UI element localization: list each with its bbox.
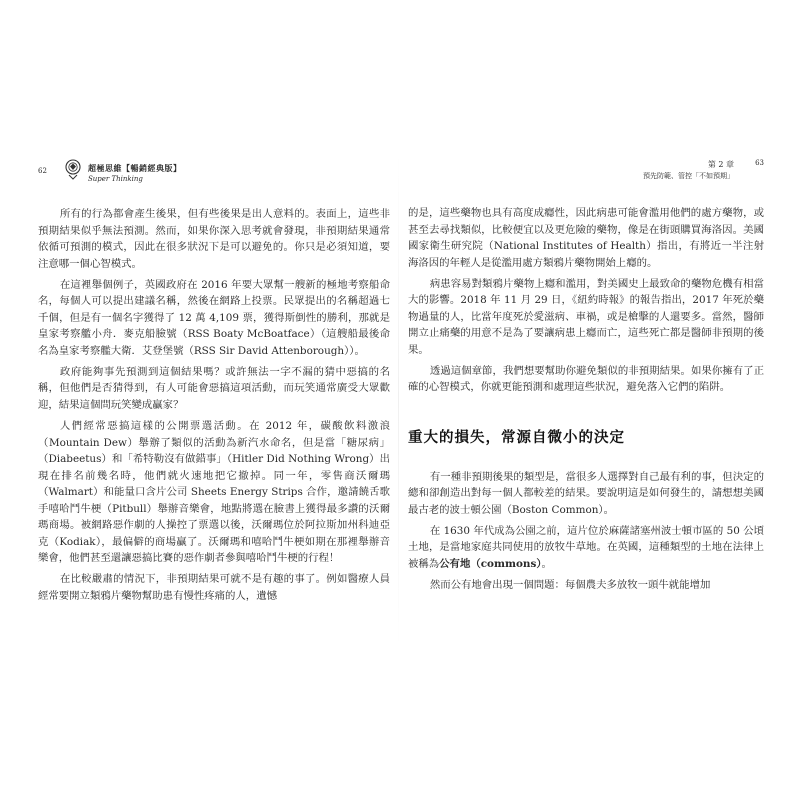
book-subtitle: Super Thinking [88, 175, 143, 183]
right-body-text [408, 205, 764, 598]
paragraph: 在比較嚴肅的情況下，非預期結果可就不是有趣的事了。例如醫療人員經常要開立類鴉片藥物幫助患有慢性疼痛的人，遺憾 [38, 573, 390, 603]
left-page-number: 62 [38, 167, 47, 175]
paragraph: 有一種非預期後果的類型是，當很多人選擇對自己最有利的事，但決定的總和卻創造出對每一個人都較差的結果。要說明這是如何發生的，請想想美國最古老的波士頓公園（Boston Common）。 [408, 470, 764, 516]
book-title: 超極思維【暢銷經典版】 [88, 163, 182, 173]
chapter-label: 第 2 章 [707, 160, 734, 169]
paragraph [408, 523, 764, 573]
right-page [408, 150, 764, 660]
section-heading: 重大的損失，常源自微小的決定 [408, 430, 625, 447]
term-suffix: 。 [541, 557, 552, 570]
right-page-number: 63 [755, 159, 764, 167]
paragraph: 在這裡舉個例子，英國政府在 2016 年要大眾幫一艘新的極地考察船命名，每個人可以提出建議名稱，然後在網路上投票。民眾提出的名稱超過七千個，但是有一個名字獲得了 12 萬 4,109 票，獲得斯倒性的勝利，那就是皇家考察艦小舟．麥克船臉號（RSS Boaty McBoatface）（這艘船最後命名為皇家考察艦大衛．艾登堡號（RSS Sir David Attenborough））。 [38, 278, 390, 357]
left-body-text [38, 206, 390, 609]
paragraph: 透過這個章節，我們想要幫助你避免類似的非預期結果。如果你擁有了正確的心智模式，你就更能預測和處理這些狀況，避免落入它們的陷阱。 [408, 364, 764, 394]
paragraph: 人們經常惡搞這樣的公開票選活動。在 2012 年，碳酸飲料激浪（Mountain Dew）舉辦了類似的活動為新汽水命名，但是當「糖尿病」（Diabeetus）和「希特勒沒有做錯事」（Hitler Did Nothing Wrong）出現在排名前幾名時，他們就火速地把它撤掉。同一年，零售商沃爾瑪（Walmart）和能量口含片公司 Sheets Energy Strips 合作，邀請饒舌歌手嘻哈鬥牛梗（Pitbull）舉辦音樂會，地點將選在臉書上獲得最多讚的沃爾瑪商場。被網路惡作劇的人操控了票選以後，沃爾瑪位於阿拉斯加州科迪亞克（Kodiak），最偏僻的商場贏了。沃爾瑪和嘻哈鬥牛梗如期在那裡舉辦音樂會，他們甚至還讓惡搞比賽的惡作劇者參與嘻哈鬥牛梗的行程！ [38, 420, 390, 565]
page-gutter [398, 150, 399, 650]
bold-term: 公有地（commons） [439, 557, 542, 570]
paragraph-text: 在 1630 年代成為公園之前，這片位於麻薩諸塞州波士頓市區的 50 公頃土地，是當地家庭共同使用的放牧牛草地。在英國，這種類型的土地在法律上被稱為 [408, 524, 764, 570]
left-page [38, 150, 390, 660]
chapter-title: 預先防範、管控「不如預期」 [643, 172, 734, 180]
paragraph: 的是，這些藥物也具有高度成癮性，因此病患可能會濫用他們的處方藥物，或甚至去尋找類似，比較便宜以及更危險的藥物，像是在街頭購買海洛因。美國國家衛生研究院（National Institutes of Health）指出，有將近一半注射海洛因的年輕人是從濫用處方類鴉片藥物開始上癮的。 [408, 207, 764, 269]
paragraph: 所有的行為都會產生後果，但有些後果是出人意料的。表面上，這些非預期結果似乎無法預測。然而，如果你深入思考就會發現，非預期結果通常依循可預測的模式，因此在很多狀況下是可以避免的。你只是必須知道，要注意哪一個心智模式。 [38, 208, 390, 270]
paragraph: 病患容易對類鴉片藥物上癮和濫用，對美國史上最致命的藥物危機有相當大的影響。2018 年 11 月 29 日，《紐約時報》的報告指出，2017 年死於藥物過量的人，比當年度死於愛滋病、車禍，或是槍擊的人還要多。當然，醫師開立止痛藥的用意不是為了要讓病患上癮而亡，這些死亡都是醫師非預期的後果。 [408, 277, 764, 356]
publisher-logo-icon [64, 158, 82, 180]
paragraph: 政府能夠事先預測到這個結果嗎？或許無法一字不漏的猜中惡搞的名稱，但他們是否猜得到，有人可能會惡搞這項活動，而玩笑通常廣受大眾歡迎，結果這個問玩笑變成贏家？ [38, 365, 390, 412]
paragraph: 然而公有地會出現一個問題：每個農夫多放牧一頭牛就能增加 [429, 578, 711, 591]
